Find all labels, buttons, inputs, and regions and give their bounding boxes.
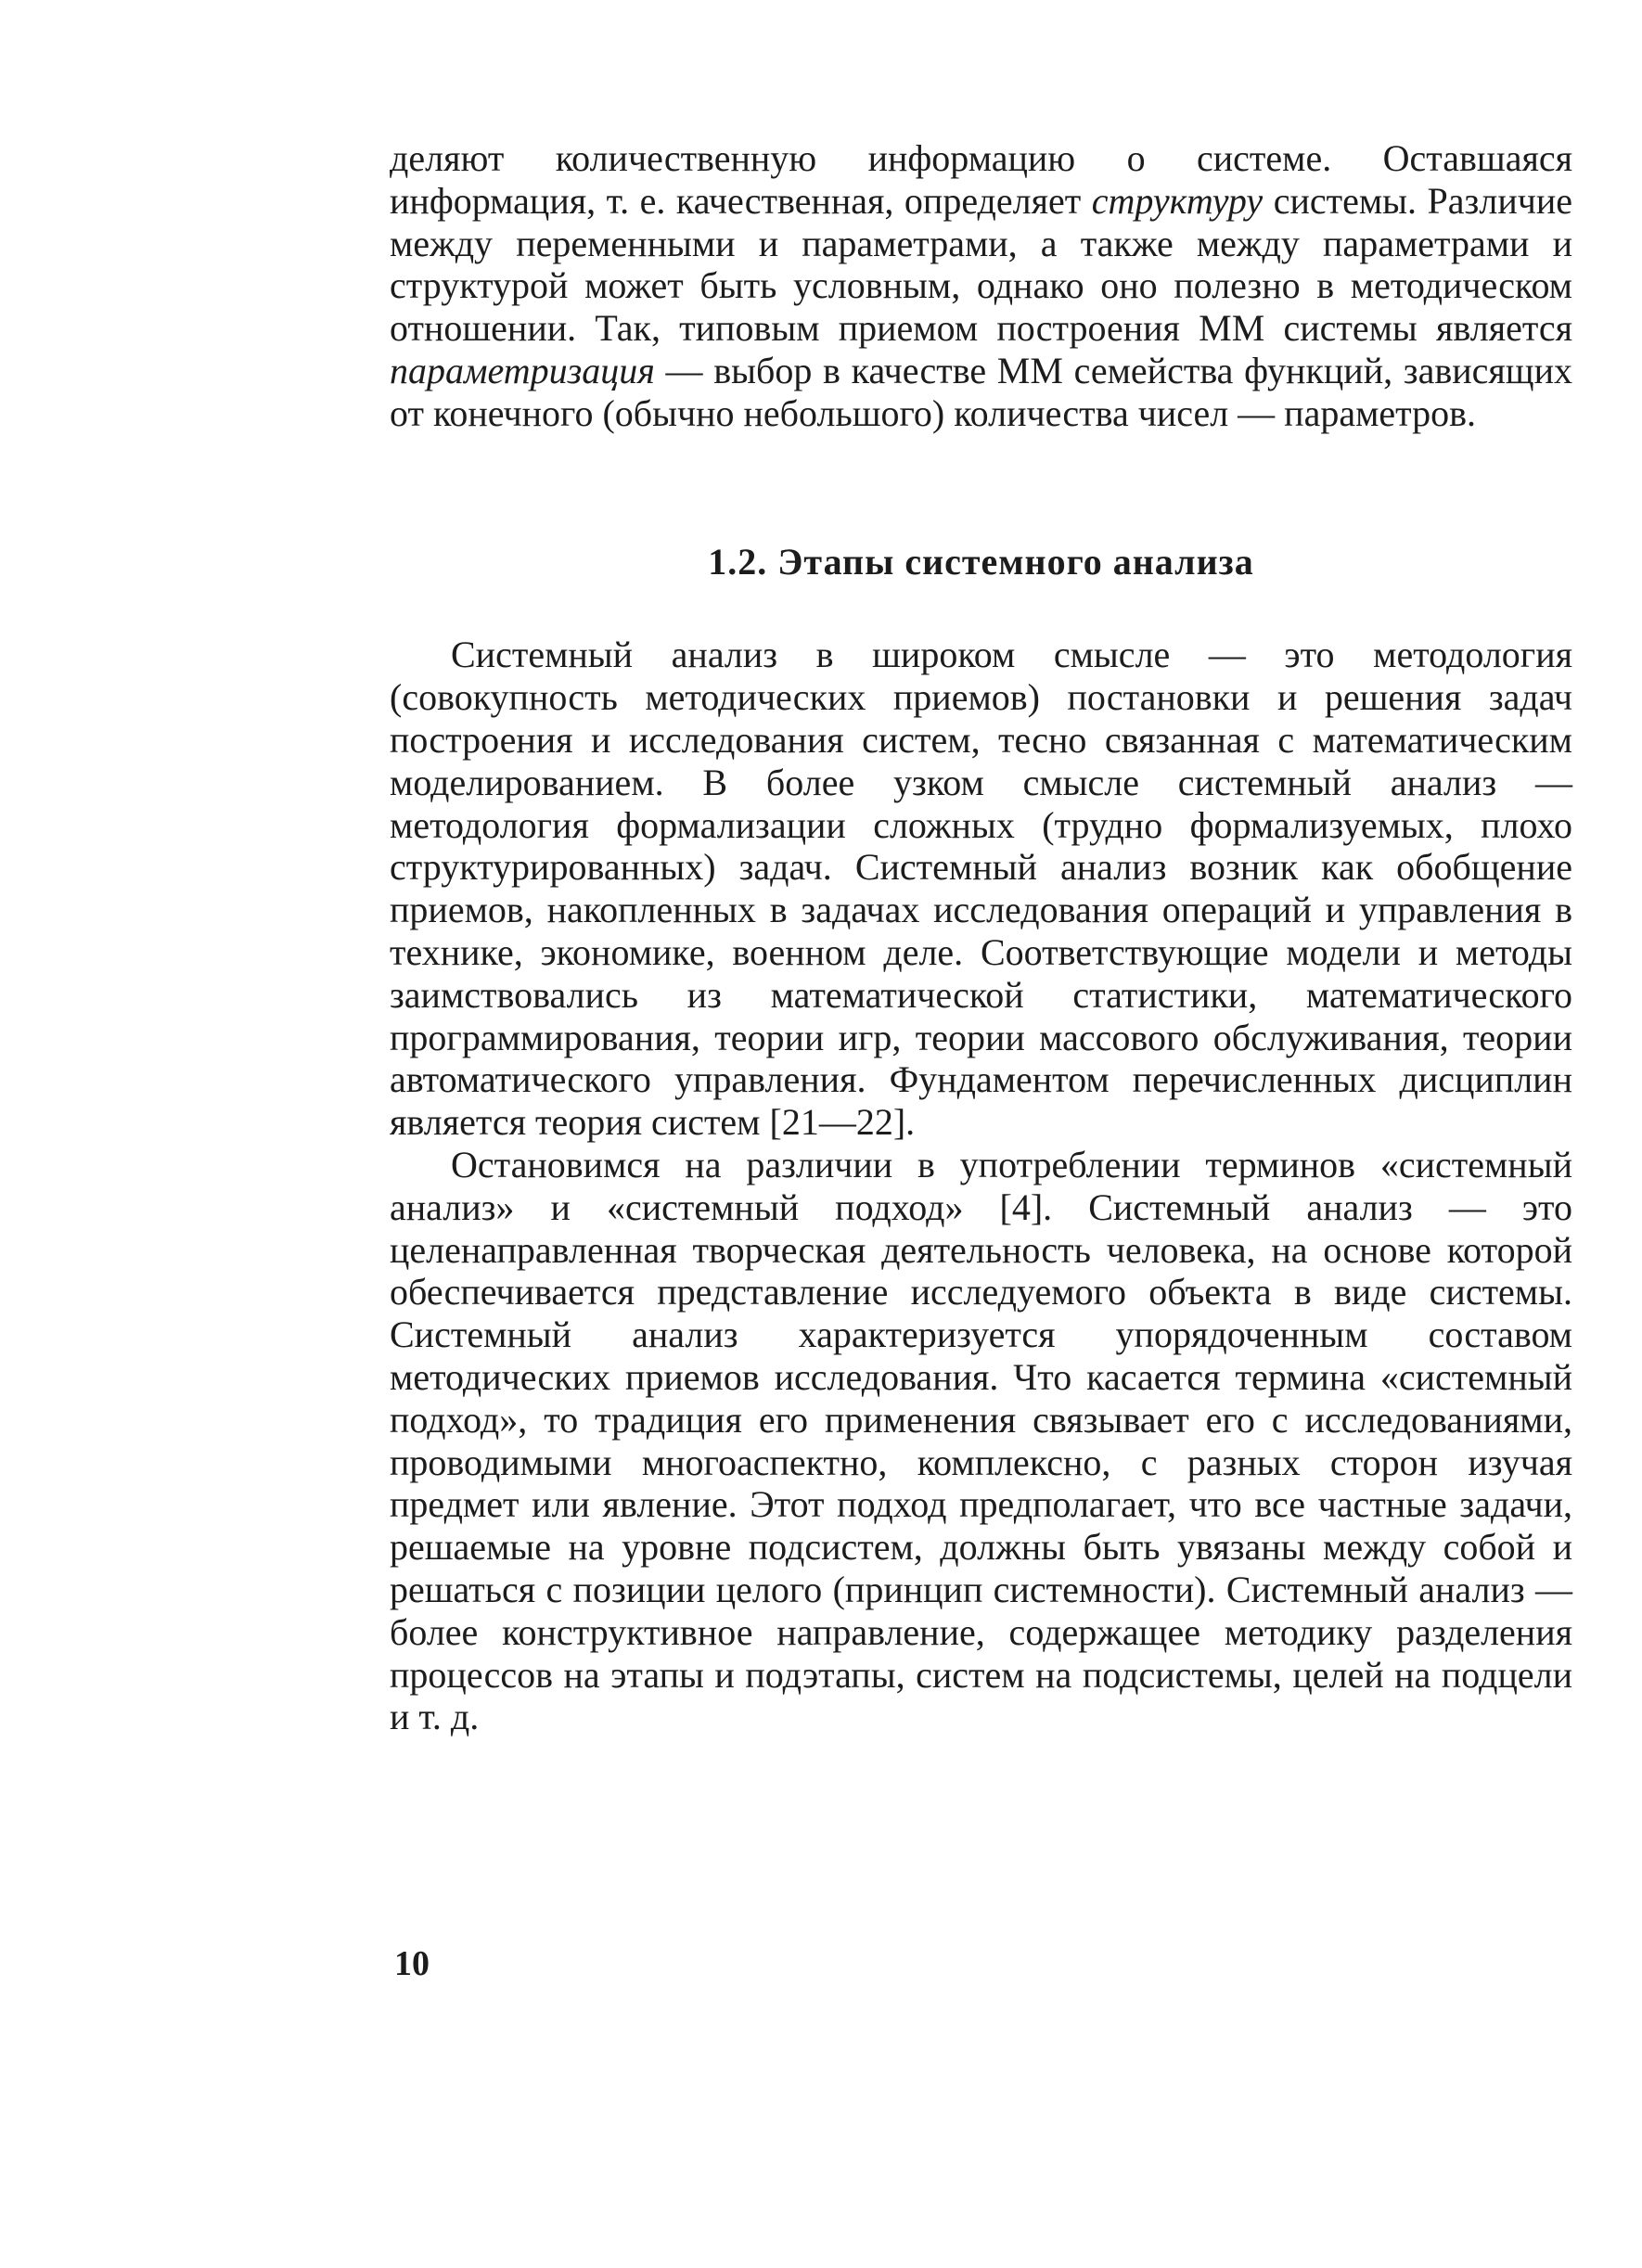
paragraph-intro xyxy=(390,137,1572,435)
paragraph-system-analysis: Системный анализ в широком смысле — это методология (совокупность методических приемов) постановки и решения задач построения и исследования систем, тесно связанная с математическим моделированием. В более узком смысле системный анализ — методология формализации сложных (трудно формализуемых, плохо структурированных) задач. Системный анализ возник как обобщение приемов, накопленных в задачах исследования операций и управления в технике, экономике, военном деле. Соответствующие модели и методы заимствовались из математической статистики, математического программирования, теории игр, теории массового обслуживания, теории автоматического управления. Фундаментом перечисленных дисциплин является теория систем [21—22]. xyxy=(390,634,1572,1144)
section-heading: 1.2. Этапы системного анализа xyxy=(708,540,1254,583)
term-parametrization: параметризация xyxy=(390,349,655,391)
paragraph-terms: Остановимся на различии в употреблении терминов «системный анализ» и «системный подход» [4]. Системный анализ — это целенаправленная творческая деятельность человека, на основе которой обеспечивается представление исследуемого объекта в виде системы. Системный анализ характеризуется упорядоченным составом методических приемов исследования. Что касается термина «системный подход», то традиция его применения связывает его с исследованиями, проводимыми многоаспектно, комплексно, с разных сторон изучая предмет или явление. Этот подход предполагает, что все частные задачи, решаемые на уровне подсистем, должны быть увязаны между собой и решаться с позиции целого (принцип системности). Системный анализ — более конструктивное направление, содержащее методику разделения процессов на этапы и подэтапы, систем на подсистемы, целей на подцели и т. д. xyxy=(390,1143,1572,1738)
paragraph-intro-text-2: системы. Различие между переменными и параметрами, а также между параметрами и структурой может быть условным, однако оно полезно в методическом отношении. Так, типовым приемом построения ММ системы является xyxy=(390,179,1573,350)
document-page xyxy=(390,137,1572,1738)
paragraph-intro-text-3: — выбор в качестве ММ семейства функций, зависящих от конечного (обычно небольшого) количества чисел — параметров. xyxy=(390,349,1572,434)
page-number: 10 xyxy=(394,1944,430,1983)
paragraph-intro-text-1: деляют количественную информацию о системе. Оставшаяся информация, т. е. качественная, определяет xyxy=(390,137,1572,222)
term-structure: структуру xyxy=(1091,179,1264,222)
